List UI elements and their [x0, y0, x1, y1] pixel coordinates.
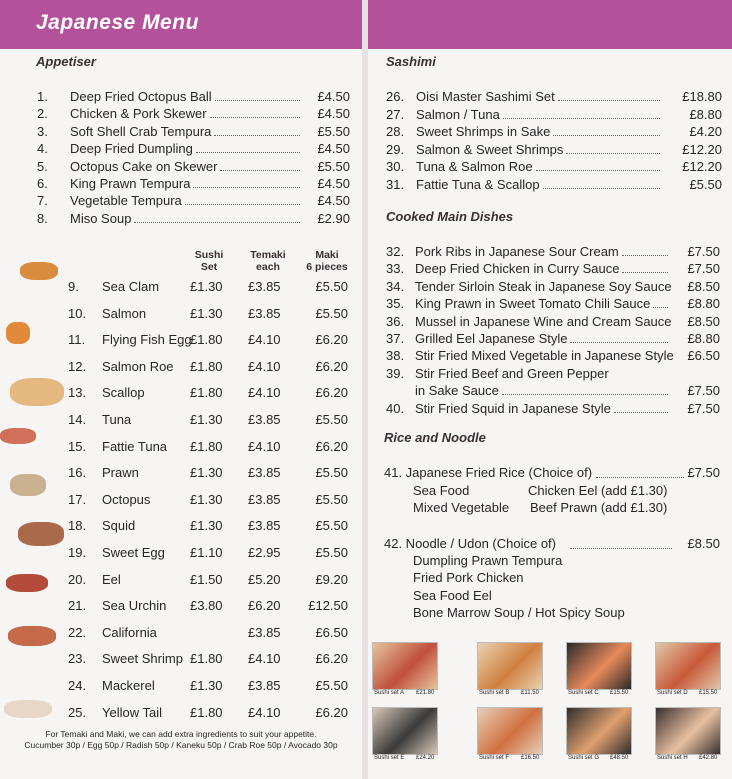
sushi-set-price: £15.50: [610, 690, 629, 696]
sushi-set-price: £11.50: [521, 690, 539, 696]
cooked-price: £6.50: [687, 348, 720, 364]
sushi-set-price: £1.80: [190, 332, 223, 348]
cooked-price: £8.50: [687, 313, 720, 329]
sashimi-number: 29.: [386, 141, 405, 157]
appetiser-number: 6.: [37, 176, 48, 191]
sushi-number: 20.: [68, 571, 87, 587]
item-42-option: Sea Food Eel: [413, 588, 492, 603]
dot-leader: [503, 118, 660, 119]
sushi-name: Sea Urchin: [102, 598, 167, 614]
sushi-set-caption: Sushi set F: [479, 755, 510, 761]
dot-leader: [193, 187, 300, 188]
sashimi-name: Salmon & Sweet Shrimps: [416, 141, 564, 157]
sushi-name: Sweet Shrimp: [102, 651, 183, 667]
dot-leader: [614, 412, 668, 413]
maki-price: £6.20: [315, 385, 348, 401]
sushi-name: Fattie Tuna: [102, 438, 168, 454]
maki-price: £6.20: [315, 332, 348, 348]
item-41-price: £7.50: [687, 465, 720, 480]
item-41-option: Beef Prawn (add £1.30): [530, 500, 668, 515]
sushi-set-price: £48.50: [610, 755, 629, 761]
sushi-number: 13.: [68, 385, 87, 401]
sushi-set-price: £1.30: [190, 491, 223, 507]
appetiser-price: £4.50: [317, 141, 350, 157]
sushi-set-caption: Sushi set E: [374, 755, 405, 761]
dot-leader: [134, 222, 300, 223]
dot-leader: [214, 135, 300, 136]
cooked-price: £7.50: [687, 244, 720, 259]
dot-leader: [558, 100, 660, 101]
sashimi-price: £5.50: [689, 176, 722, 192]
cooked-number: 40.: [386, 400, 405, 416]
sushi-set-photo: [372, 642, 438, 690]
sushi-number: 15.: [68, 438, 87, 454]
col-sushi: Sushi Set: [194, 249, 224, 273]
item-41-label: 41. Japanese Fried Rice (Choice of): [384, 465, 593, 480]
sashimi-name: Fattie Tuna & Scallop: [416, 176, 540, 192]
appetiser-number: 7.: [37, 193, 48, 209]
dot-leader: [220, 170, 300, 171]
sashimi-number: 28.: [386, 124, 405, 139]
dot-leader: [653, 307, 668, 308]
dot-leader: [622, 255, 668, 256]
cooked-number: 38.: [386, 348, 405, 364]
sushi-set-caption: Sushi set H: [657, 755, 688, 761]
cooked-price: £8.80: [687, 296, 720, 312]
temaki-price: £2.95: [248, 545, 281, 560]
cooked-number: 36.: [386, 313, 405, 329]
footnote: For Temaki and Maki, we can add extra ingredients to suit your appetite. Cucumber 30p / Egg 50p / Radish 50p / Kaneku 50p / Crab Roe 50p / Avocado 30p: [24, 729, 338, 750]
appetiser-name: Octopus Cake on Skewer: [70, 158, 218, 174]
appetiser-name: Chicken & Pork Skewer: [70, 106, 207, 122]
sushi-set-photo: [372, 707, 438, 755]
appetiser-number: 1.: [37, 89, 48, 104]
sushi-name: Sweet Egg: [102, 545, 165, 560]
dot-leader: [570, 342, 668, 343]
temaki-price: £3.85: [248, 678, 281, 693]
temaki-price: £5.20: [248, 571, 281, 587]
appetiser-name: Deep Fried Octopus Ball: [70, 89, 212, 104]
sushi-set-price: £1.10: [190, 545, 223, 560]
temaki-price: £3.85: [248, 518, 281, 534]
maki-price: £6.20: [315, 358, 348, 374]
sushi-number: 17.: [68, 491, 87, 507]
item-41-option: Chicken Eel (add £1.30): [528, 483, 668, 498]
sushi-set-caption: Sushi set D: [657, 690, 688, 696]
cooked-heading: Cooked Main Dishes: [386, 209, 514, 224]
sushi-set-caption: Sushi set C: [568, 690, 599, 696]
sushi-set-photo: [655, 642, 721, 690]
sushi-set-price: £1.80: [190, 438, 223, 454]
sashimi-price: £8.80: [689, 106, 722, 122]
appetiser-name: Miso Soup: [70, 210, 132, 226]
temaki-price: £3.85: [248, 465, 281, 481]
appetiser-number: 3.: [37, 123, 48, 139]
dot-leader: [566, 153, 660, 154]
maki-price: £5.50: [315, 491, 348, 507]
appetiser-price: £2.90: [317, 210, 350, 226]
sushi-set-photo: [655, 707, 721, 755]
sashimi-name: Tuna & Salmon Roe: [416, 159, 533, 174]
sashimi-name: Oisi Master Sashimi Set: [416, 89, 555, 104]
sushi-photo-sweet-shrimp: [8, 626, 56, 646]
cooked-price: £7.50: [687, 383, 720, 399]
dot-leader: [536, 170, 660, 171]
cooked-name: Mussel in Japanese Wine and Cream Sauce: [415, 313, 672, 329]
sashimi-price: £4.20: [689, 124, 722, 139]
sashimi-number: 26.: [386, 89, 405, 104]
maki-price: £5.50: [315, 412, 348, 427]
sushi-set-price: £1.80: [190, 704, 223, 720]
sushi-name: Octopus: [102, 491, 151, 507]
temaki-price: £4.10: [248, 651, 281, 667]
sushi-name: Salmon: [102, 305, 147, 321]
sushi-photo-scallop: [10, 378, 64, 406]
sushi-set-price: £42.80: [699, 755, 718, 761]
sushi-set-price: £21.80: [416, 690, 435, 696]
maki-price: £6.20: [315, 704, 348, 720]
maki-price: £9.20: [315, 571, 348, 587]
sushi-name: Scallop: [102, 385, 145, 401]
cooked-number: 37.: [386, 331, 405, 346]
maki-price: £5.50: [315, 465, 348, 481]
sushi-name: Eel: [102, 571, 121, 587]
dot-leader: [622, 272, 668, 273]
sushi-name: Yellow Tail: [102, 704, 162, 720]
dot-leader: [553, 135, 660, 136]
sushi-set-price: £24.20: [416, 755, 435, 761]
sushi-photo-fattie-tuna: [0, 428, 36, 444]
cooked-name-continued: in Sake Sauce: [415, 383, 499, 399]
sushi-set-price: £1.30: [190, 465, 223, 481]
appetiser-number: 2.: [37, 106, 48, 122]
sushi-number: 19.: [68, 545, 87, 560]
item-42-option: Bone Marrow Soup / Hot Spicy Soup: [413, 605, 625, 620]
item-41-option: Mixed Vegetable: [413, 500, 510, 515]
dot-leader: [196, 152, 300, 153]
cooked-price: £7.50: [687, 400, 720, 416]
temaki-price: £3.85: [248, 624, 281, 640]
sushi-set-price: £1.50: [190, 571, 223, 587]
appetiser-price: £5.50: [317, 123, 350, 139]
sushi-set-price: £1.30: [190, 518, 223, 534]
cooked-name: Stir Fried Mixed Vegetable in Japanese Style: [415, 348, 674, 364]
sushi-set-price: £1.30: [190, 305, 223, 321]
sushi-photo-sea-clam: [20, 262, 58, 280]
sushi-name: Salmon Roe: [102, 358, 174, 374]
appetiser-heading: Appetiser: [36, 54, 96, 69]
sushi-set-price: £1.80: [190, 358, 223, 374]
maki-price: £6.20: [315, 651, 348, 667]
page-fold: [362, 0, 368, 779]
dot-leader: [215, 100, 300, 101]
item-41-option: Sea Food: [413, 483, 470, 498]
sashimi-price: £18.80: [682, 89, 722, 104]
temaki-price: £4.10: [248, 704, 281, 720]
maki-price: £6.20: [315, 438, 348, 454]
maki-price: £5.50: [315, 305, 348, 321]
sushi-name: Tuna: [102, 412, 132, 427]
cooked-number: 34.: [386, 278, 405, 294]
item-42-label: 42. Noodle / Udon (Choice of): [384, 536, 556, 551]
sushi-name: Sea Clam: [102, 279, 160, 294]
sushi-number: 14.: [68, 412, 87, 427]
sushi-number: 25.: [68, 704, 87, 720]
cooked-number: 35.: [386, 296, 405, 312]
sushi-set-caption: Sushi set A: [374, 690, 405, 696]
cooked-name: King Prawn in Sweet Tomato Chili Sauce: [415, 296, 651, 312]
maki-price: £5.50: [315, 279, 348, 294]
cooked-number: 33.: [386, 261, 405, 277]
sushi-set-price: £1.30: [190, 678, 223, 693]
sashimi-heading: Sashimi: [386, 54, 436, 69]
sushi-set-caption: Sushi set G: [568, 755, 600, 761]
appetiser-name: Soft Shell Crab Tempura: [70, 123, 212, 139]
appetiser-name: King Prawn Tempura: [70, 176, 191, 191]
sushi-number: 23.: [68, 651, 87, 667]
dot-leader: [543, 188, 660, 189]
sashimi-price: £12.20: [682, 141, 722, 157]
appetiser-name: Deep Fried Dumpling: [70, 141, 193, 157]
sushi-number: 18.: [68, 518, 87, 534]
sashimi-name: Sweet Shrimps in Sake: [416, 124, 551, 139]
sushi-number: 10.: [68, 305, 87, 321]
sushi-name: Prawn: [102, 465, 139, 481]
temaki-price: £4.10: [248, 358, 281, 374]
sushi-name: Flying Fish Egg: [102, 332, 192, 348]
cooked-name: Tender Sirloin Steak in Japanese Soy Sauce: [415, 278, 672, 294]
sushi-photo-yellow-tail: [4, 700, 52, 718]
maki-price: £5.50: [315, 678, 348, 693]
appetiser-price: £4.50: [317, 106, 350, 122]
sushi-set-price: £1.80: [190, 651, 223, 667]
appetiser-price: £4.50: [317, 193, 350, 209]
sushi-set-price: £1.30: [190, 279, 223, 294]
appetiser-price: £5.50: [317, 158, 350, 174]
temaki-price: £4.10: [248, 385, 281, 401]
sushi-number: 12.: [68, 358, 87, 374]
cooked-name: Stir Fried Squid in Japanese Style: [415, 400, 611, 416]
sashimi-name: Salmon / Tuna: [416, 106, 500, 122]
sushi-set-price: £15.50: [699, 690, 718, 696]
title-band-right: [368, 0, 732, 49]
sushi-set-photo: [566, 707, 632, 755]
page-title: Japanese Menu: [36, 11, 199, 34]
sushi-set-photo: [566, 642, 632, 690]
appetiser-number: 5.: [37, 158, 48, 174]
maki-price: £5.50: [315, 518, 348, 534]
sushi-number: 11.: [68, 332, 86, 348]
dot-leader: [210, 117, 300, 118]
sashimi-number: 27.: [386, 106, 405, 122]
appetiser-number: 8.: [37, 210, 48, 226]
maki-price: £12.50: [308, 598, 348, 614]
item-42-option: Fried Pork Chicken: [413, 570, 524, 585]
dot-leader: [185, 204, 300, 205]
rice-heading: Rice and Noodle: [384, 430, 486, 445]
sashimi-number: 30.: [386, 159, 405, 174]
sushi-set-photo: [477, 707, 543, 755]
appetiser-name: Vegetable Tempura: [70, 193, 182, 209]
item-42-option: Dumpling Prawn Tempura: [413, 553, 563, 568]
sushi-set-caption: Sushi set B: [479, 690, 510, 696]
sashimi-price: £12.20: [682, 159, 722, 174]
sushi-photo-fish-egg: [6, 322, 30, 344]
temaki-price: £6.20: [248, 598, 281, 614]
sushi-number: 21.: [68, 598, 87, 614]
dot-leader: [502, 394, 668, 395]
col-maki: Maki 6 pieces: [306, 249, 348, 273]
cooked-price: £8.80: [687, 331, 720, 346]
cooked-price: £7.50: [687, 261, 720, 277]
item-42-leader: [570, 548, 672, 549]
sushi-name: Squid: [102, 518, 136, 534]
sashimi-number: 31.: [386, 176, 405, 192]
temaki-price: £3.85: [248, 491, 281, 507]
cooked-name: Grilled Eel Japanese Style: [415, 331, 568, 346]
temaki-price: £3.85: [248, 412, 281, 427]
temaki-price: £4.10: [248, 438, 281, 454]
item-42-price: £8.50: [687, 536, 720, 551]
sushi-photo-eel: [6, 574, 48, 592]
sushi-set-price: £16.50: [521, 755, 540, 761]
sushi-number: 24.: [68, 678, 87, 693]
sushi-photo-squid: [18, 522, 64, 546]
cooked-number: 32.: [386, 244, 405, 259]
sushi-set-price: £1.30: [190, 412, 223, 427]
appetiser-price: £4.50: [317, 89, 350, 104]
sushi-set-price: £3.80: [190, 598, 223, 614]
cooked-price: £8.50: [687, 278, 720, 294]
appetiser-price: £4.50: [317, 176, 350, 191]
sushi-number: 9.: [68, 279, 79, 294]
sushi-photo-prawn: [10, 474, 46, 496]
sushi-name: California: [102, 624, 157, 640]
sushi-set-price: £1.80: [190, 385, 223, 401]
maki-price: £6.50: [315, 624, 348, 640]
col-temaki: Temaki each: [250, 249, 286, 273]
sushi-number: 22.: [68, 624, 87, 640]
maki-price: £5.50: [315, 545, 348, 560]
temaki-price: £3.85: [248, 305, 281, 321]
appetiser-number: 4.: [37, 141, 48, 157]
temaki-price: £4.10: [248, 332, 281, 348]
cooked-name: Deep Fried Chicken in Curry Sauce: [415, 261, 620, 277]
cooked-number: 39.: [386, 365, 405, 381]
cooked-name: Stir Fried Beef and Green Pepper: [415, 365, 609, 381]
cooked-name: Pork Ribs in Japanese Sour Cream: [415, 244, 619, 259]
sushi-set-photo: [477, 642, 543, 690]
sushi-number: 16.: [68, 465, 87, 481]
sushi-name: Mackerel: [102, 678, 155, 693]
temaki-price: £3.85: [248, 279, 281, 294]
